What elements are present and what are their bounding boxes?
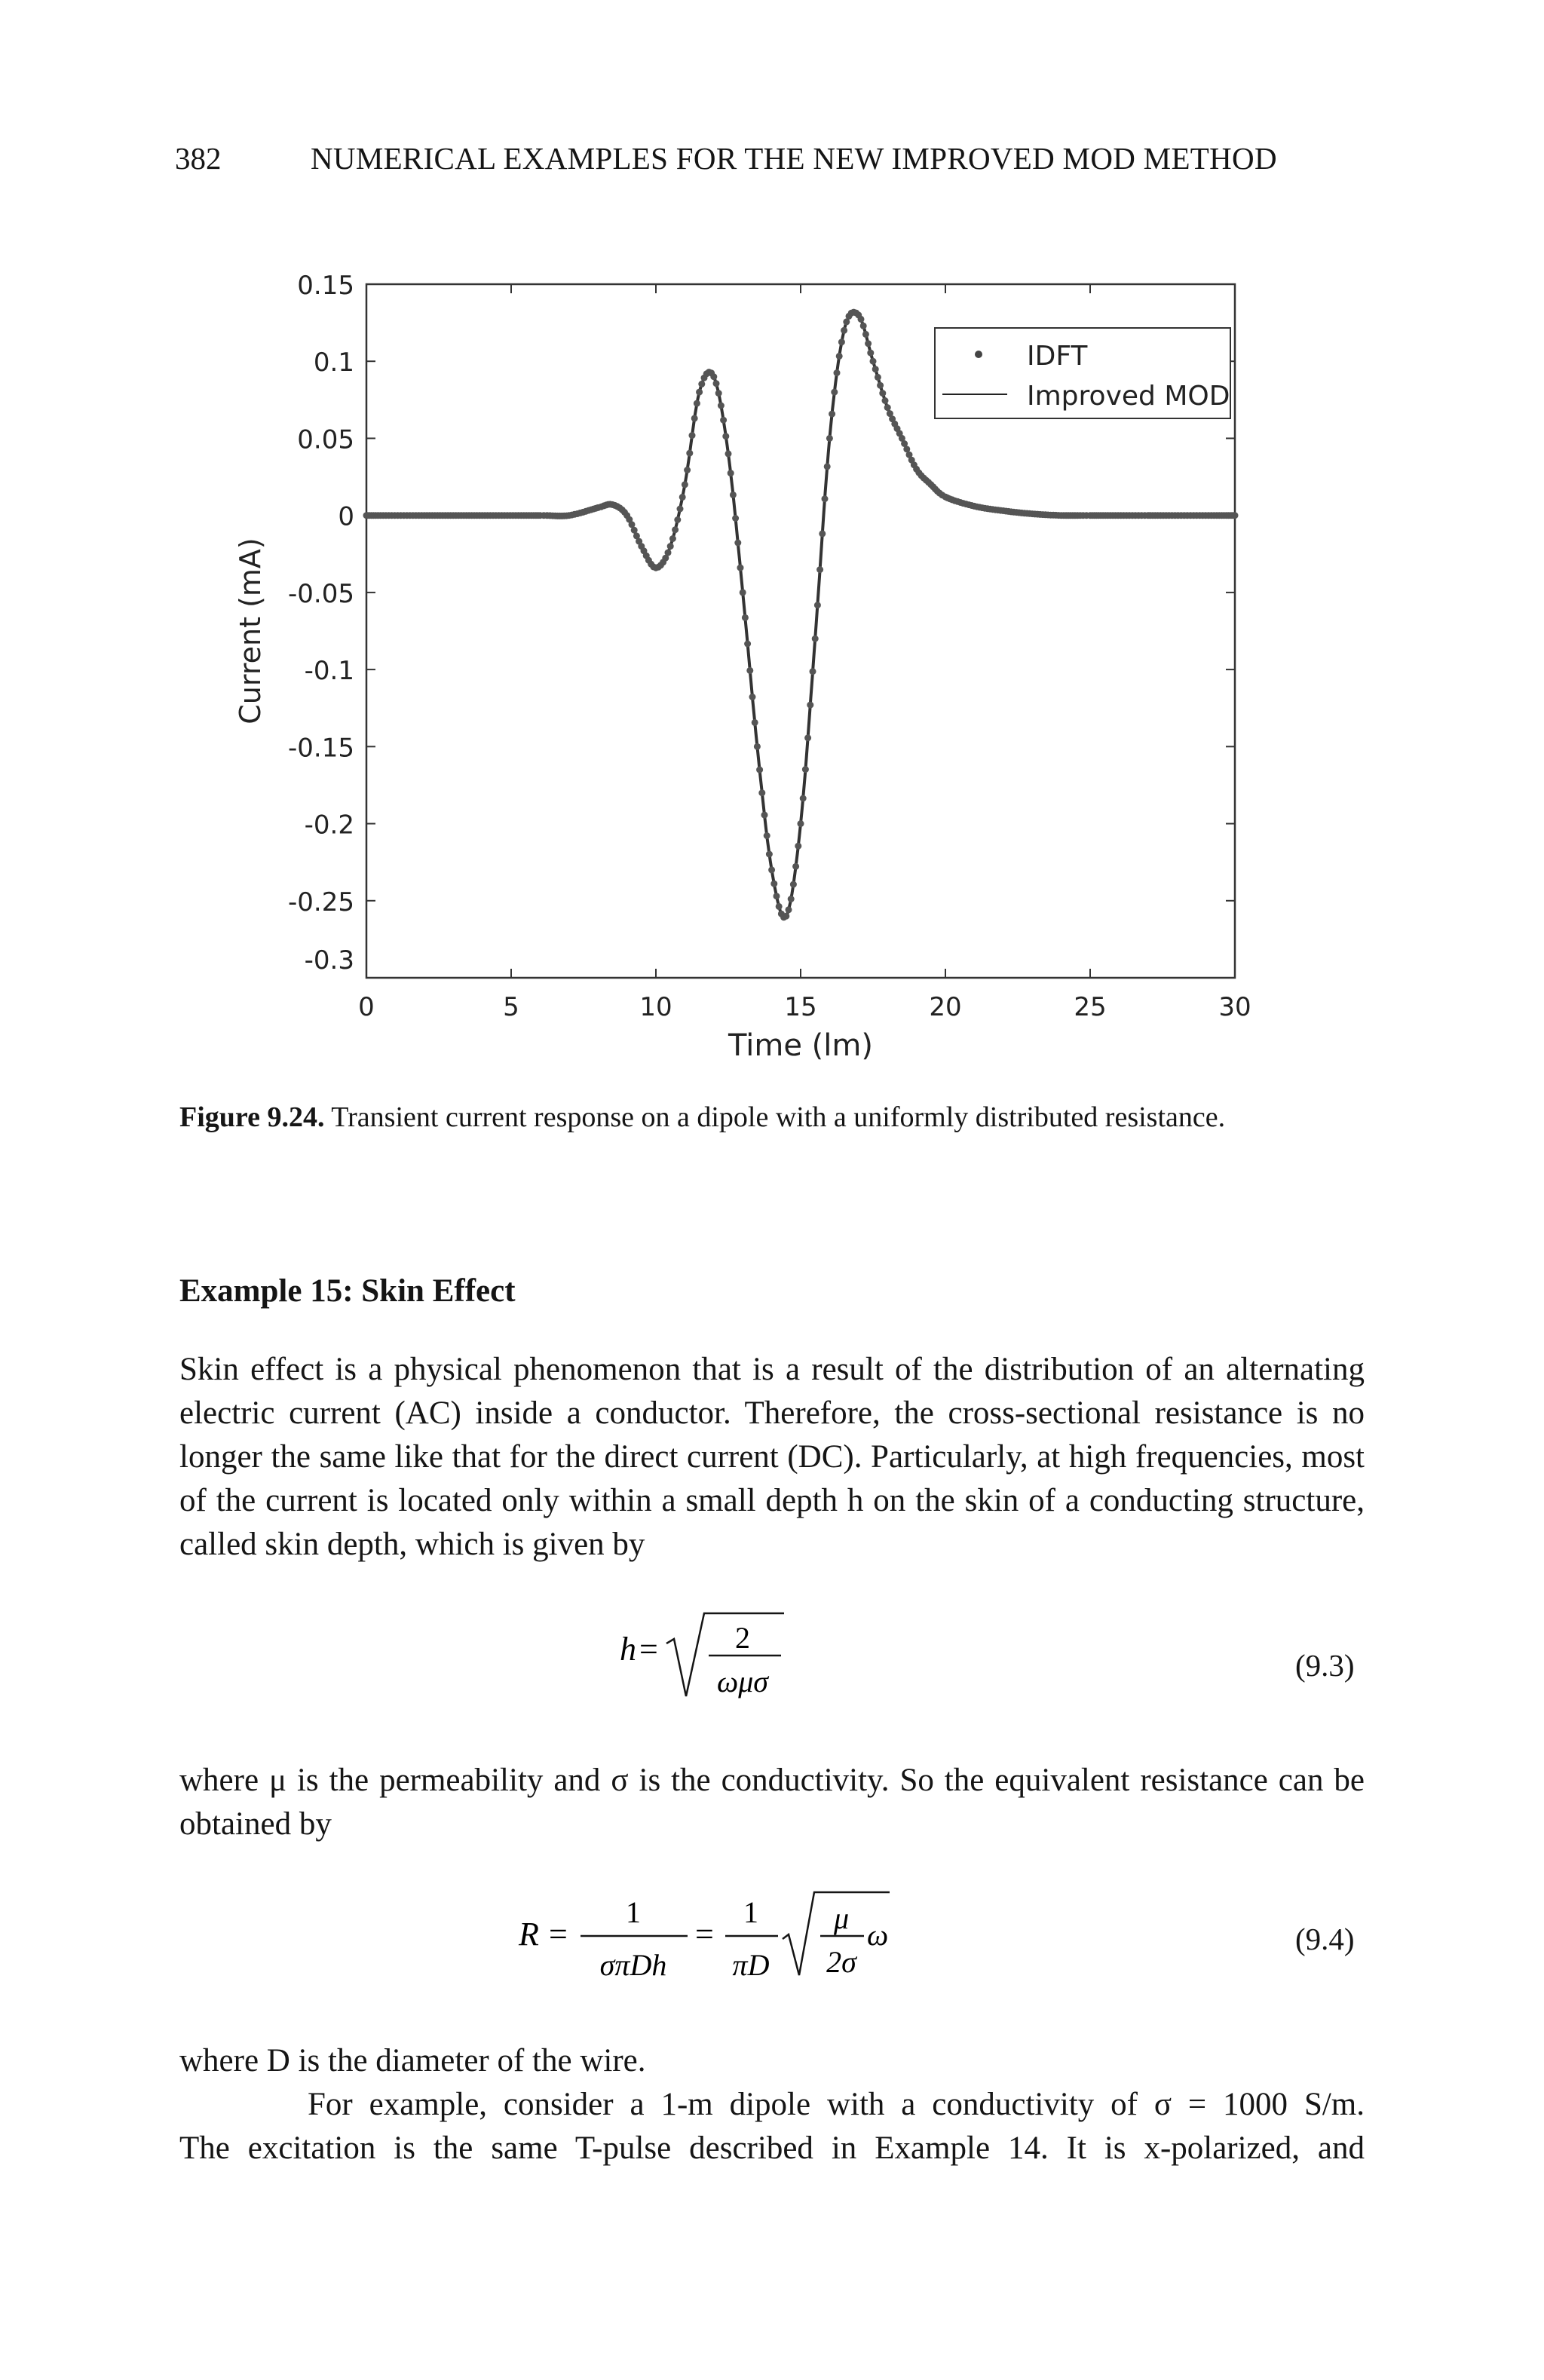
y-tick-label: -0.15 (288, 733, 354, 764)
idft-point (826, 435, 833, 442)
idft-point (822, 495, 829, 502)
paragraph-2: where μ is the permeability and σ is the conductivity. So the equivalent resistance can be obtained by (179, 1763, 1365, 1842)
paragraph-3-line-1: where D is the diameter of the wire. (179, 2043, 646, 2078)
idft-point (768, 866, 775, 873)
idft-point (749, 694, 756, 700)
idft-point (792, 863, 799, 870)
idft-point (694, 400, 700, 407)
x-tick-label: 30 (1218, 992, 1251, 1022)
eq93-number: (9.3) (1295, 1648, 1355, 1683)
idft-point (884, 404, 891, 411)
idft-point (766, 851, 773, 858)
idft-point (834, 369, 841, 376)
eq94-number: (9.4) (1295, 1922, 1355, 1956)
idft-point (786, 906, 792, 913)
idft-point (879, 390, 886, 397)
y-tick-label: -0.1 (304, 656, 354, 687)
y-tick-label: 0.1 (313, 348, 354, 378)
idft-point (824, 463, 831, 470)
idft-point (783, 913, 789, 920)
idft-point (740, 589, 746, 596)
paragraph-1: Skin effect is a physical phenomenon that is a result of the distribution of an alternating electric current (AC) inside a conductor. Therefore, the cross-sectional resistance is no longer the same like that for the direct current (DC). Particularly, at high frequencies, most of the current is located only within a small depth h on the skin of a conducting structure, called skin depth, which is given by (179, 1352, 1365, 1562)
y-tick-label: -0.2 (304, 810, 354, 841)
eq94-lhs: R (519, 1916, 539, 1953)
figure-caption (179, 1101, 1371, 1134)
legend-label-improved-mod: Improved MOD (1027, 381, 1230, 412)
eq94-frac2-numerator: 1 (743, 1895, 758, 1929)
idft-point (742, 614, 749, 621)
eq94-frac1-denominator: σπDh (599, 1948, 667, 1982)
idft-point (674, 516, 681, 523)
idft-point (737, 565, 744, 571)
paragraph-3-line-2: For example, consider a 1-m dipole with a conductivity of σ = 1000 S/m. (308, 2087, 1365, 2122)
idft-point (689, 432, 696, 439)
idft-point (715, 390, 722, 397)
legend (935, 328, 1230, 418)
y-tick-label: -0.3 (304, 945, 354, 976)
y-tick-label: -0.25 (288, 887, 354, 917)
idft-point (669, 535, 676, 542)
idft-point (672, 526, 679, 533)
idft-point (677, 506, 684, 513)
y-tick-label: 0 (338, 501, 354, 532)
idft-point (819, 530, 826, 537)
x-axis-label: Time (lm) (728, 1028, 873, 1063)
y-tick-label: -0.05 (288, 578, 354, 609)
idft-point (831, 389, 838, 396)
x-tick-labels (358, 992, 1251, 1022)
section-heading: Example 15: Skin Effect (179, 1273, 516, 1309)
idft-point (790, 881, 797, 888)
eq94-frac1-numerator: 1 (626, 1895, 641, 1929)
idft-point (722, 433, 729, 440)
figure-9-24-chart (0, 0, 1544, 1086)
idft-point (812, 636, 819, 642)
idft-point (804, 734, 811, 741)
idft-point (816, 566, 823, 573)
eq94-equals-1: = (549, 1916, 568, 1953)
x-tick-label: 25 (1074, 992, 1107, 1022)
paragraph-3-line-3: The excitation is the same T-pulse described in Example 14. It is x-polarized, and (179, 2130, 1365, 2166)
idft-point (810, 668, 816, 675)
y-tick-labels (288, 271, 354, 976)
idft-point (631, 527, 638, 534)
idft-point (679, 494, 686, 501)
idft-point (788, 896, 795, 902)
idft-point (744, 641, 751, 648)
legend-dot-marker (975, 351, 982, 358)
eq93-numerator: 2 (735, 1621, 750, 1655)
caption-text: Transient current response on a dipole with a uniformly distributed resistance. (331, 1101, 1226, 1133)
idft-point (752, 719, 758, 726)
idft-point (754, 743, 761, 750)
idft-point (713, 380, 720, 387)
idft-point (870, 358, 877, 365)
idft-point (872, 366, 879, 372)
x-tick-label: 10 (639, 992, 672, 1022)
idft-point (718, 403, 725, 409)
x-tick-label: 5 (503, 992, 519, 1022)
idft-point (684, 467, 691, 473)
idft-point (698, 381, 705, 387)
idft-point (829, 411, 835, 418)
idft-point (841, 327, 847, 334)
idft-point (814, 602, 821, 608)
idft-point (858, 316, 865, 323)
idft-point (802, 766, 809, 773)
idft-point (758, 789, 765, 796)
idft-point (691, 415, 698, 421)
idft-point (836, 353, 843, 360)
idft-point (875, 374, 881, 381)
idft-point (667, 543, 674, 550)
caption-label: Figure 9.24. (179, 1101, 325, 1133)
idft-point (770, 881, 777, 887)
y-tick-label: 0.05 (297, 424, 354, 455)
eq94-root-numerator: μ (833, 1901, 850, 1935)
idft-point (774, 893, 780, 899)
idft-point (867, 350, 874, 357)
eq94-equals-2: = (695, 1916, 714, 1953)
idft-point (798, 820, 804, 827)
idft-point (807, 702, 813, 709)
eq94-root-denominator: 2σ (826, 1945, 856, 1979)
eq94-frac2-denominator: πD (732, 1948, 770, 1982)
y-tick-label: 0.15 (297, 271, 354, 301)
x-tick-label: 0 (358, 992, 375, 1022)
x-tick-label: 15 (784, 992, 817, 1022)
idft-point (838, 338, 845, 345)
idft-point (720, 417, 727, 424)
eq93-denominator: ωμσ (716, 1665, 769, 1698)
paragraph-3 (179, 2039, 1365, 2170)
idft-point (682, 481, 688, 488)
idft-point (686, 450, 693, 457)
eq93-equals: = (639, 1631, 658, 1668)
idft-point (865, 340, 872, 347)
eq93-lhs: h (620, 1631, 636, 1668)
x-tick-label: 20 (929, 992, 962, 1022)
idft-point (761, 812, 768, 819)
idft-point (862, 331, 869, 338)
idft-point (882, 397, 889, 404)
idft-point (764, 832, 770, 839)
idft-point (696, 389, 703, 396)
idft-point (746, 667, 753, 674)
page-number: 382 (175, 141, 222, 176)
running-title: NUMERICAL EXAMPLES FOR THE NEW IMPROVED MOD METHOD (311, 141, 1277, 176)
idft-point (728, 470, 734, 476)
idft-point (665, 550, 672, 556)
idft-point (734, 540, 741, 547)
idft-point (710, 373, 717, 380)
idft-point (795, 843, 801, 850)
idft-point (1232, 512, 1239, 519)
idft-point (732, 515, 739, 522)
idft-point (756, 767, 763, 773)
legend-label-idft: IDFT (1027, 341, 1088, 372)
y-axis-label: Current (mA) (234, 538, 267, 724)
idft-point (877, 382, 884, 389)
idft-point (730, 492, 737, 498)
idft-point (776, 903, 783, 910)
eq94-omega: ω (867, 1918, 889, 1952)
idft-point (725, 450, 732, 457)
idft-point (800, 795, 807, 802)
idft-point (860, 323, 867, 329)
